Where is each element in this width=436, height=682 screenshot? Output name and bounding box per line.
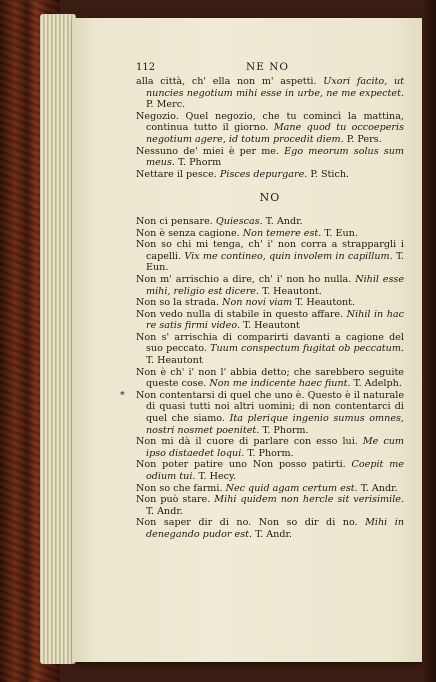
entry-source: P. Merc. [146, 99, 186, 111]
entry-source: T. Eun. [324, 227, 358, 239]
entry-roman: Nessuno de' miei è per me. [136, 145, 280, 157]
page-text [136, 62, 404, 541]
dictionary-entry [136, 309, 404, 332]
entry-roman: Non è ch' i' non l' abbia detto; che sarebbero seguite queste cose. [136, 366, 404, 390]
entry-source: T. Andr. [146, 505, 183, 517]
entry-italic: Mane quod tu occoeperis negotium agere, id totum procedit diem. [146, 122, 404, 145]
dictionary-entry [136, 216, 404, 228]
page-edges [40, 14, 76, 664]
dictionary-entry [136, 146, 404, 169]
entry-roman: Non mi dà il cuore di parlare con esso lui. [136, 436, 358, 448]
entry-roman: Non vedo nulla di stabile in questo affare. [136, 308, 344, 320]
entry-source: T. Phorm. [247, 447, 294, 459]
dictionary-entry [136, 111, 404, 146]
entry-source: P. Stich. [310, 168, 350, 180]
dictionary-entry [136, 239, 404, 274]
entry-italic: Nihil esse mihi, religio est dicere. [146, 273, 404, 297]
entry-source: T. Adelph. [353, 378, 402, 390]
entry-italic: Vix me contineo, quin involem in capillum. [184, 250, 393, 262]
entry-roman: alla città, ch' ella non m' aspetti. [136, 76, 317, 87]
entry-italic: Non me indicente haec fiunt. [209, 378, 351, 390]
dictionary-entry [136, 367, 404, 390]
entry-italic: Coepit me odium tui. [146, 459, 404, 482]
entry-source: T. Phorm. [262, 424, 309, 436]
entry-roman: Non so che farmi. [136, 482, 223, 494]
entry-italic: Ego meorum solus sum meus. [146, 145, 404, 169]
entry-italic: Pisces depurgare. [219, 168, 308, 180]
entry-source: T. Phorm [178, 157, 222, 169]
entry-source: T. Heautont. [262, 285, 322, 297]
entry-roman: Non saper dir di no. Non so dir di no. [136, 517, 358, 529]
dictionary-entry [136, 274, 404, 297]
entry-roman: Non è senza cagione. [136, 227, 240, 239]
entries-bottom [136, 216, 404, 541]
entry-source: T. Hecy. [198, 471, 237, 482]
section-title: NO [259, 191, 281, 205]
entry-source: T. Andr. [265, 215, 303, 227]
background-edge [422, 0, 436, 682]
dictionary-entry [136, 494, 404, 517]
entry-roman: Non ci pensare. [136, 215, 213, 227]
dictionary-entry [136, 483, 404, 495]
dictionary-entry [136, 332, 404, 367]
entry-source: T. Andr. [255, 528, 293, 540]
dictionary-entry [136, 297, 404, 309]
entry-source: T. Eun. [146, 250, 404, 274]
entry-roman: Negozio. Quel negozio, che tu comincì la mattina, continua tutto il giorno. [136, 110, 404, 134]
dictionary-entry [136, 76, 404, 111]
entry-roman: Non so la strada. [136, 297, 219, 309]
dictionary-entry [136, 459, 404, 482]
entry-italic: Nihil in hac re satis firmi video. [146, 308, 404, 332]
entry-source: T. Andr. [360, 482, 398, 494]
entry-source: P. Pers. [346, 133, 382, 145]
entry-roman: Non so chi mi tenga, ch' i' non corra a strappargli i capelli. [136, 239, 404, 262]
entry-roman: Nettare il pesce. [136, 168, 217, 180]
entry-roman: Non poter patire uno Non posso patirti. [136, 459, 346, 471]
entry-source: T. Heautont [243, 320, 300, 332]
entry-italic: Quiescas. [215, 215, 263, 227]
entry-italic: Tuum conspectum fugitat ob peccatum. [210, 343, 404, 355]
entry-italic: Mihi quidem non hercle sit verisimile. [214, 494, 405, 506]
entry-roman: Non contentarsi di quel che uno è. Questo è il naturale di quasi tutti noi altri uomini; di non contentarci di quel che siamo. [136, 389, 404, 425]
page-number: 112 [136, 62, 156, 73]
entry-italic: Me cum ipso distaedet loqui. [146, 436, 404, 459]
entry-source: T. Heautont. [295, 297, 356, 309]
entry-italic: Mihi in denegando pudor est. [146, 517, 404, 540]
entry-italic: Non novi viam [222, 297, 293, 309]
dictionary-entry [136, 436, 404, 459]
entry-italic: Ita plerique ingenio sumus omnes, nostri nosmet poenitet. [146, 413, 404, 436]
dictionary-entry [136, 390, 404, 436]
page-header [136, 62, 404, 76]
dictionary-entry [136, 169, 404, 181]
dictionary-entry [136, 228, 404, 240]
entry-roman: Non m' arrischio a dire, ch' i' non ho nulla. [136, 273, 352, 285]
entry-roman: Non s' arrischia di comparirti davanti a cagione del suo peccato. [136, 331, 404, 355]
entries-top [136, 76, 404, 180]
entry-italic: Nec quid agam certum est. [225, 482, 358, 494]
dictionary-entry [136, 517, 404, 540]
entry-italic: Non temere est. [242, 227, 322, 239]
running-head: NE NO [246, 61, 289, 73]
entry-italic: Uxori facito, ut nuncies negotium mihi esse in urbe, ne me expectet. [146, 76, 404, 99]
entry-roman: Non può stare. [136, 494, 211, 506]
entry-source: T. Heautont [146, 355, 203, 367]
